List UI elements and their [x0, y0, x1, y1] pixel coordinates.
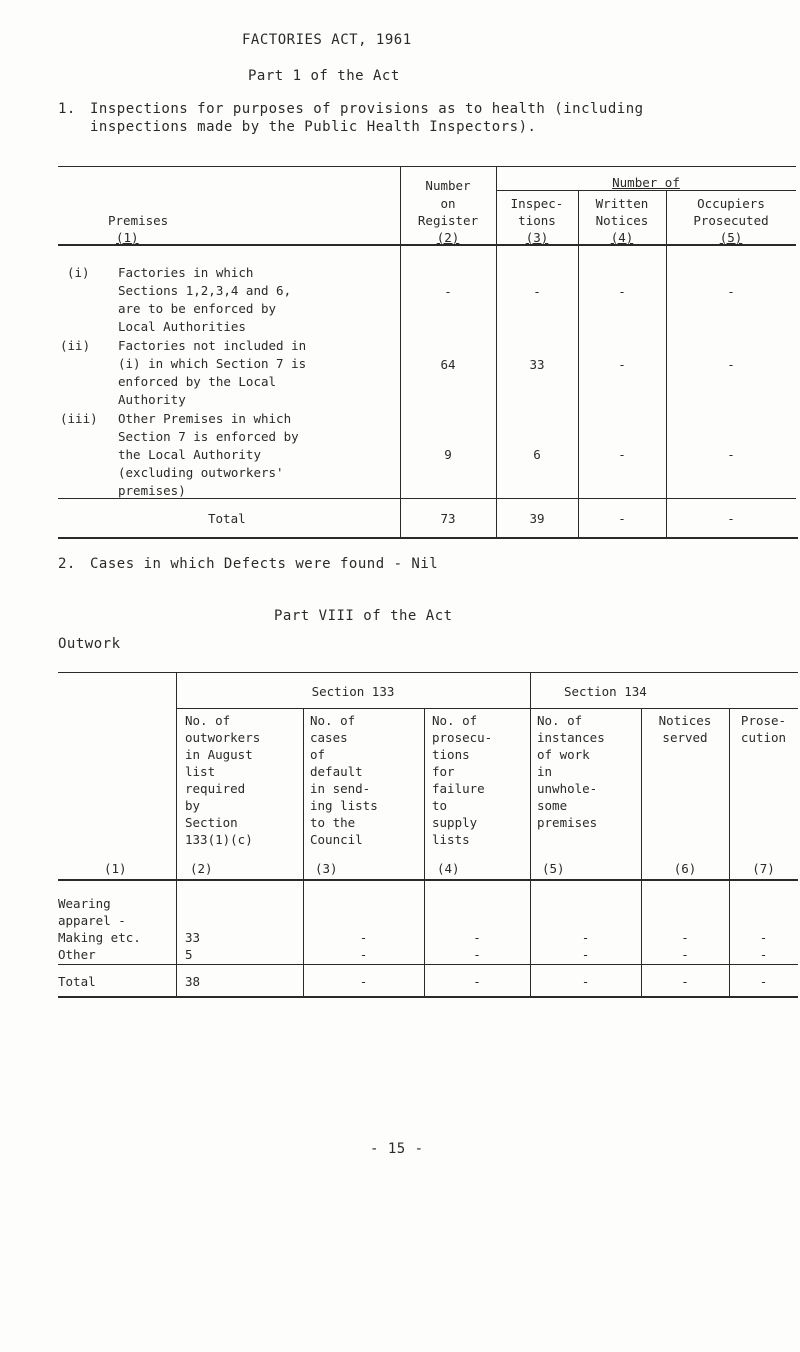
header-register-line3: Register	[417, 213, 479, 228]
outwork-total-col7: -	[759, 974, 768, 989]
header-inspections-line1: Inspec-	[510, 196, 564, 211]
row3-text-line3: the Local Authority	[118, 447, 261, 462]
outwork-total-col3: -	[359, 974, 368, 989]
row-wearing-label-line3: Making etc.	[58, 930, 141, 945]
header-notices-num: (4)	[610, 230, 634, 245]
outwork-total-col2: 38	[185, 974, 201, 989]
col4-num: (4)	[437, 861, 460, 876]
row2-text-line3: enforced by the Local	[118, 374, 277, 389]
col2-line5: required	[185, 781, 246, 796]
row-wearing-col5: -	[581, 930, 590, 945]
col2-line3: in August	[185, 747, 253, 762]
section1-text-line2: inspections made by the Public Health Inspectors).	[90, 119, 537, 135]
section2-number: 2.	[58, 556, 76, 572]
header-notices-line2: Notices	[595, 213, 649, 228]
col3-line5: in send-	[310, 781, 371, 796]
row-other-col4: -	[473, 947, 481, 962]
col5-num: (5)	[542, 861, 565, 876]
col4-line7: supply	[432, 815, 478, 830]
col4-line5: failure	[432, 781, 485, 796]
col3-line8: Council	[310, 832, 363, 847]
total-notices: -	[618, 511, 626, 526]
row-other-col3: -	[359, 947, 368, 962]
col2-line6: by	[185, 798, 201, 813]
row1-text-line4: Local Authorities	[118, 319, 246, 334]
header-register-line1: Number	[425, 178, 471, 193]
row1-label: (i)	[67, 265, 90, 280]
col4-line3: tions	[432, 747, 470, 762]
row-wearing-col7: -	[759, 930, 768, 945]
row-wearing-label-line2: apparel -	[58, 913, 126, 928]
col5-line3: of work	[537, 747, 590, 762]
header-section134: Section 134	[564, 684, 647, 699]
row-other-col6: -	[681, 947, 689, 962]
row2-prosecuted: -	[727, 357, 735, 372]
row2-notices: -	[618, 357, 626, 372]
total-inspections: 39	[529, 511, 545, 526]
col7-line1: Prose-	[740, 713, 787, 728]
row1-text-line3: are to be enforced by	[118, 301, 277, 316]
header-number-of: Number of	[612, 175, 680, 190]
row1-register: -	[444, 284, 452, 299]
col2-line2: outworkers	[185, 730, 261, 745]
row1-text-line2: Sections 1,2,3,4 and 6,	[118, 283, 292, 298]
outwork-total-label: Total	[58, 974, 96, 989]
page-number: - 15 -	[370, 1141, 424, 1157]
row3-label: (iii)	[60, 411, 98, 426]
row2-text-line4: Authority	[118, 392, 186, 407]
total-register: 73	[440, 511, 456, 526]
section1-text-line1: Inspections for purposes of provisions as to health (including	[90, 101, 644, 117]
part-title: Part 1 of the Act	[248, 68, 400, 84]
col2-line4: list	[185, 764, 216, 779]
row-other-col5: -	[581, 947, 590, 962]
col5-line1: No. of	[537, 713, 583, 728]
row3-text-line4: (excluding outworkers'	[118, 465, 284, 480]
col2-num: (2)	[190, 861, 213, 876]
col3-line2: cases	[310, 730, 348, 745]
col3-line7: to the	[310, 815, 356, 830]
header-inspections-num: (3)	[525, 230, 549, 245]
col5-line6: some	[537, 798, 568, 813]
header-prosecuted-line2: Prosecuted	[693, 213, 769, 228]
part-viii-title: Part VIII of the Act	[274, 608, 453, 624]
header-register-num: (2)	[436, 230, 460, 245]
col7-line2: cution	[740, 730, 787, 745]
header-prosecuted-line1: Occupiers	[697, 196, 765, 211]
col6-line2: served	[662, 730, 708, 745]
row1-inspections: -	[533, 284, 541, 299]
row2-text-line1: Factories not included in	[118, 338, 307, 353]
col5-line4: in	[537, 764, 553, 779]
row-wearing-col3: -	[359, 930, 368, 945]
col5-line5: unwhole-	[537, 781, 598, 796]
row-other-col2: 5	[185, 947, 193, 962]
row-wearing-col6: -	[681, 930, 689, 945]
row-wearing-col2: 33	[185, 930, 201, 945]
row3-text-line2: Section 7 is enforced by	[118, 429, 299, 444]
row2-label: (ii)	[60, 338, 91, 353]
col2-line1: No. of	[185, 713, 231, 728]
row1-prosecuted: -	[727, 284, 735, 299]
outwork-heading: Outwork	[58, 636, 121, 652]
col4-line4: for	[432, 764, 455, 779]
col4-line8: lists	[432, 832, 470, 847]
row1-notices: -	[618, 284, 626, 299]
col2-line7: Section	[185, 815, 238, 830]
row2-inspections: 33	[529, 357, 545, 372]
row-other-col7: -	[759, 947, 768, 962]
header-premises-num: (1)	[116, 230, 139, 245]
row3-register: 9	[444, 447, 452, 462]
outwork-total-col5: -	[581, 974, 590, 989]
header-inspections-line2: tions	[518, 213, 556, 228]
row2-register: 64	[440, 357, 456, 372]
total-label: Total	[208, 511, 246, 526]
col1-num: (1)	[104, 861, 127, 876]
row3-notices: -	[618, 447, 626, 462]
row2-text-line2: (i) in which Section 7 is	[118, 356, 307, 371]
col6-line1: Notices	[658, 713, 712, 728]
col4-line2: prosecu-	[432, 730, 493, 745]
outwork-total-col4: -	[473, 974, 481, 989]
col3-line3: of	[310, 747, 326, 762]
col3-line4: default	[310, 764, 363, 779]
row3-inspections: 6	[533, 447, 541, 462]
total-prosecuted: -	[727, 511, 735, 526]
col3-line1: No. of	[310, 713, 356, 728]
header-notices-line1: Written	[595, 196, 649, 211]
header-section133: Section 133	[311, 684, 395, 699]
row-other-label: Other	[58, 947, 96, 962]
col4-line6: to	[432, 798, 448, 813]
row3-text-line5: premises)	[118, 483, 186, 498]
row3-text-line1: Other Premises in which	[118, 411, 292, 426]
row3-prosecuted: -	[727, 447, 735, 462]
col2-line8: 133(1)(c)	[185, 832, 253, 847]
header-register-line2: on	[440, 196, 456, 211]
col6-num: (6)	[673, 861, 697, 876]
outwork-total-col6: -	[681, 974, 689, 989]
col3-line6: ing lists	[310, 798, 378, 813]
col5-line2: instances	[537, 730, 605, 745]
col4-line1: No. of	[432, 713, 478, 728]
row-wearing-label-line1: Wearing	[58, 896, 111, 911]
row-wearing-col4: -	[473, 930, 481, 945]
col3-num: (3)	[315, 861, 338, 876]
header-premises: Premises	[108, 213, 169, 228]
col7-num: (7)	[752, 861, 775, 876]
section1-number: 1.	[58, 101, 76, 117]
section2-text: Cases in which Defects were found - Nil	[90, 556, 439, 572]
header-prosecuted-num: (5)	[719, 230, 743, 245]
act-title: FACTORIES ACT, 1961	[242, 32, 412, 48]
col5-line7: premises	[537, 815, 598, 830]
row1-text-line1: Factories in which	[118, 265, 254, 280]
